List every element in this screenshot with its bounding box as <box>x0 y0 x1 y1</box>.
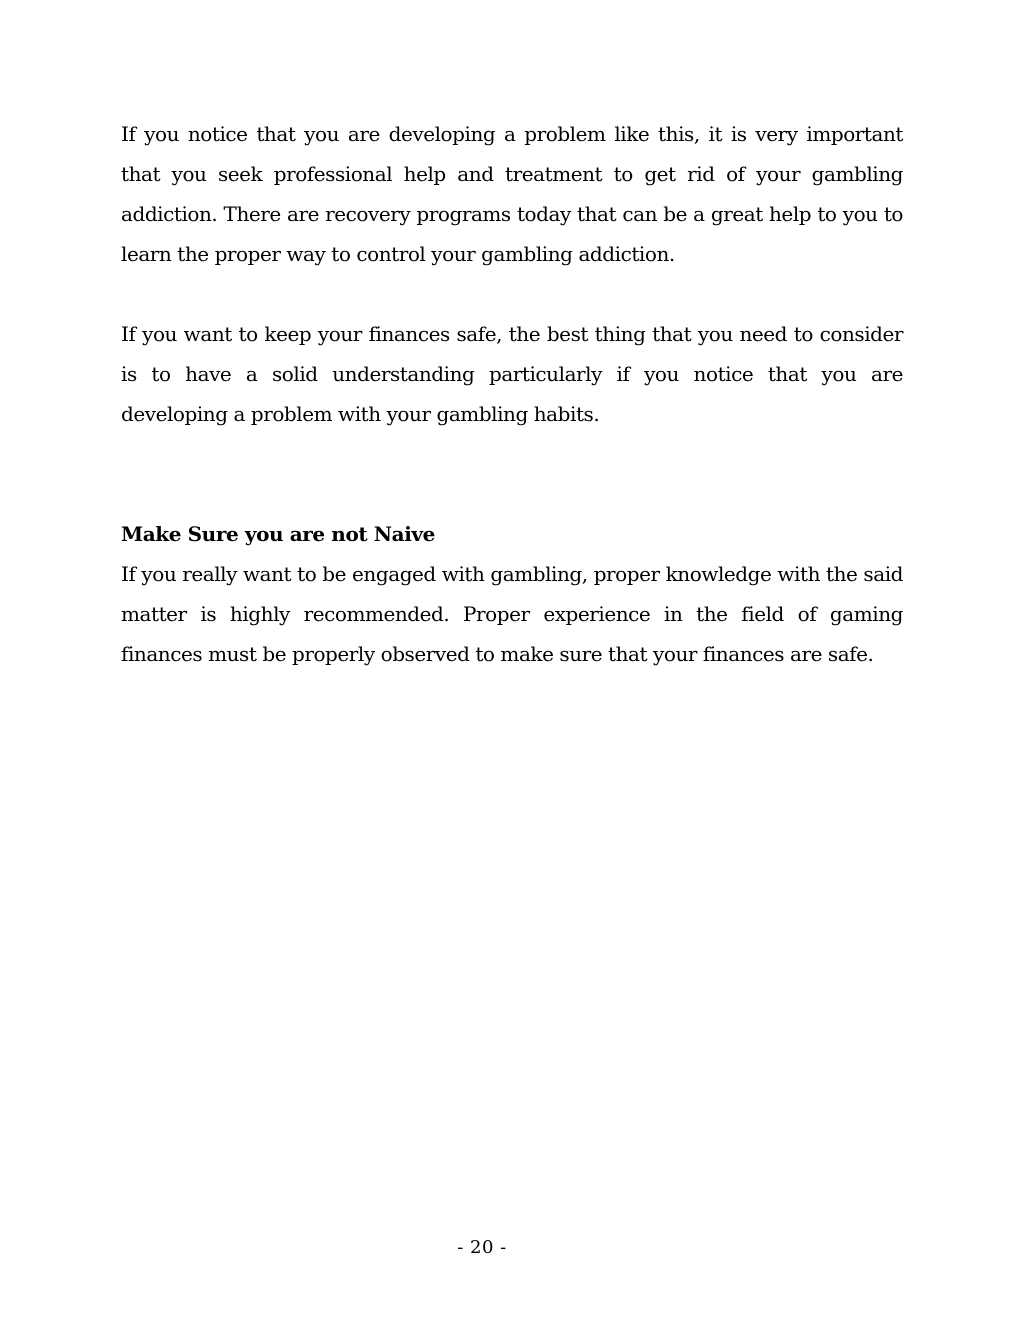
paragraph-professional-help: If you notice that you are developing a problem like this, it is very important that you seek professional help and treatment to get rid of your gambling addiction. There are recovery programs today that can be a great help to you to learn the proper way to control your gambling addiction. <box>121 122 903 266</box>
section-heading: Make Sure you are not Naive <box>121 522 435 546</box>
section-spacer <box>121 434 903 514</box>
page-number: - 20 - <box>457 1237 507 1258</box>
section-body-paragraph: If you really want to be engaged with gambling, proper knowledge with the said matter is highly recommended. Proper experience in the field of gaming finances must be properly observed to make sure that your finances are safe. <box>121 562 903 666</box>
paragraph-spacer <box>121 274 903 314</box>
page-content <box>121 114 903 674</box>
paragraph-finances-safe: If you want to keep your finances safe, the best thing that you need to consider is to have a solid understanding particularly if you notice that you are developing a problem with your gambling habits. <box>121 322 903 426</box>
